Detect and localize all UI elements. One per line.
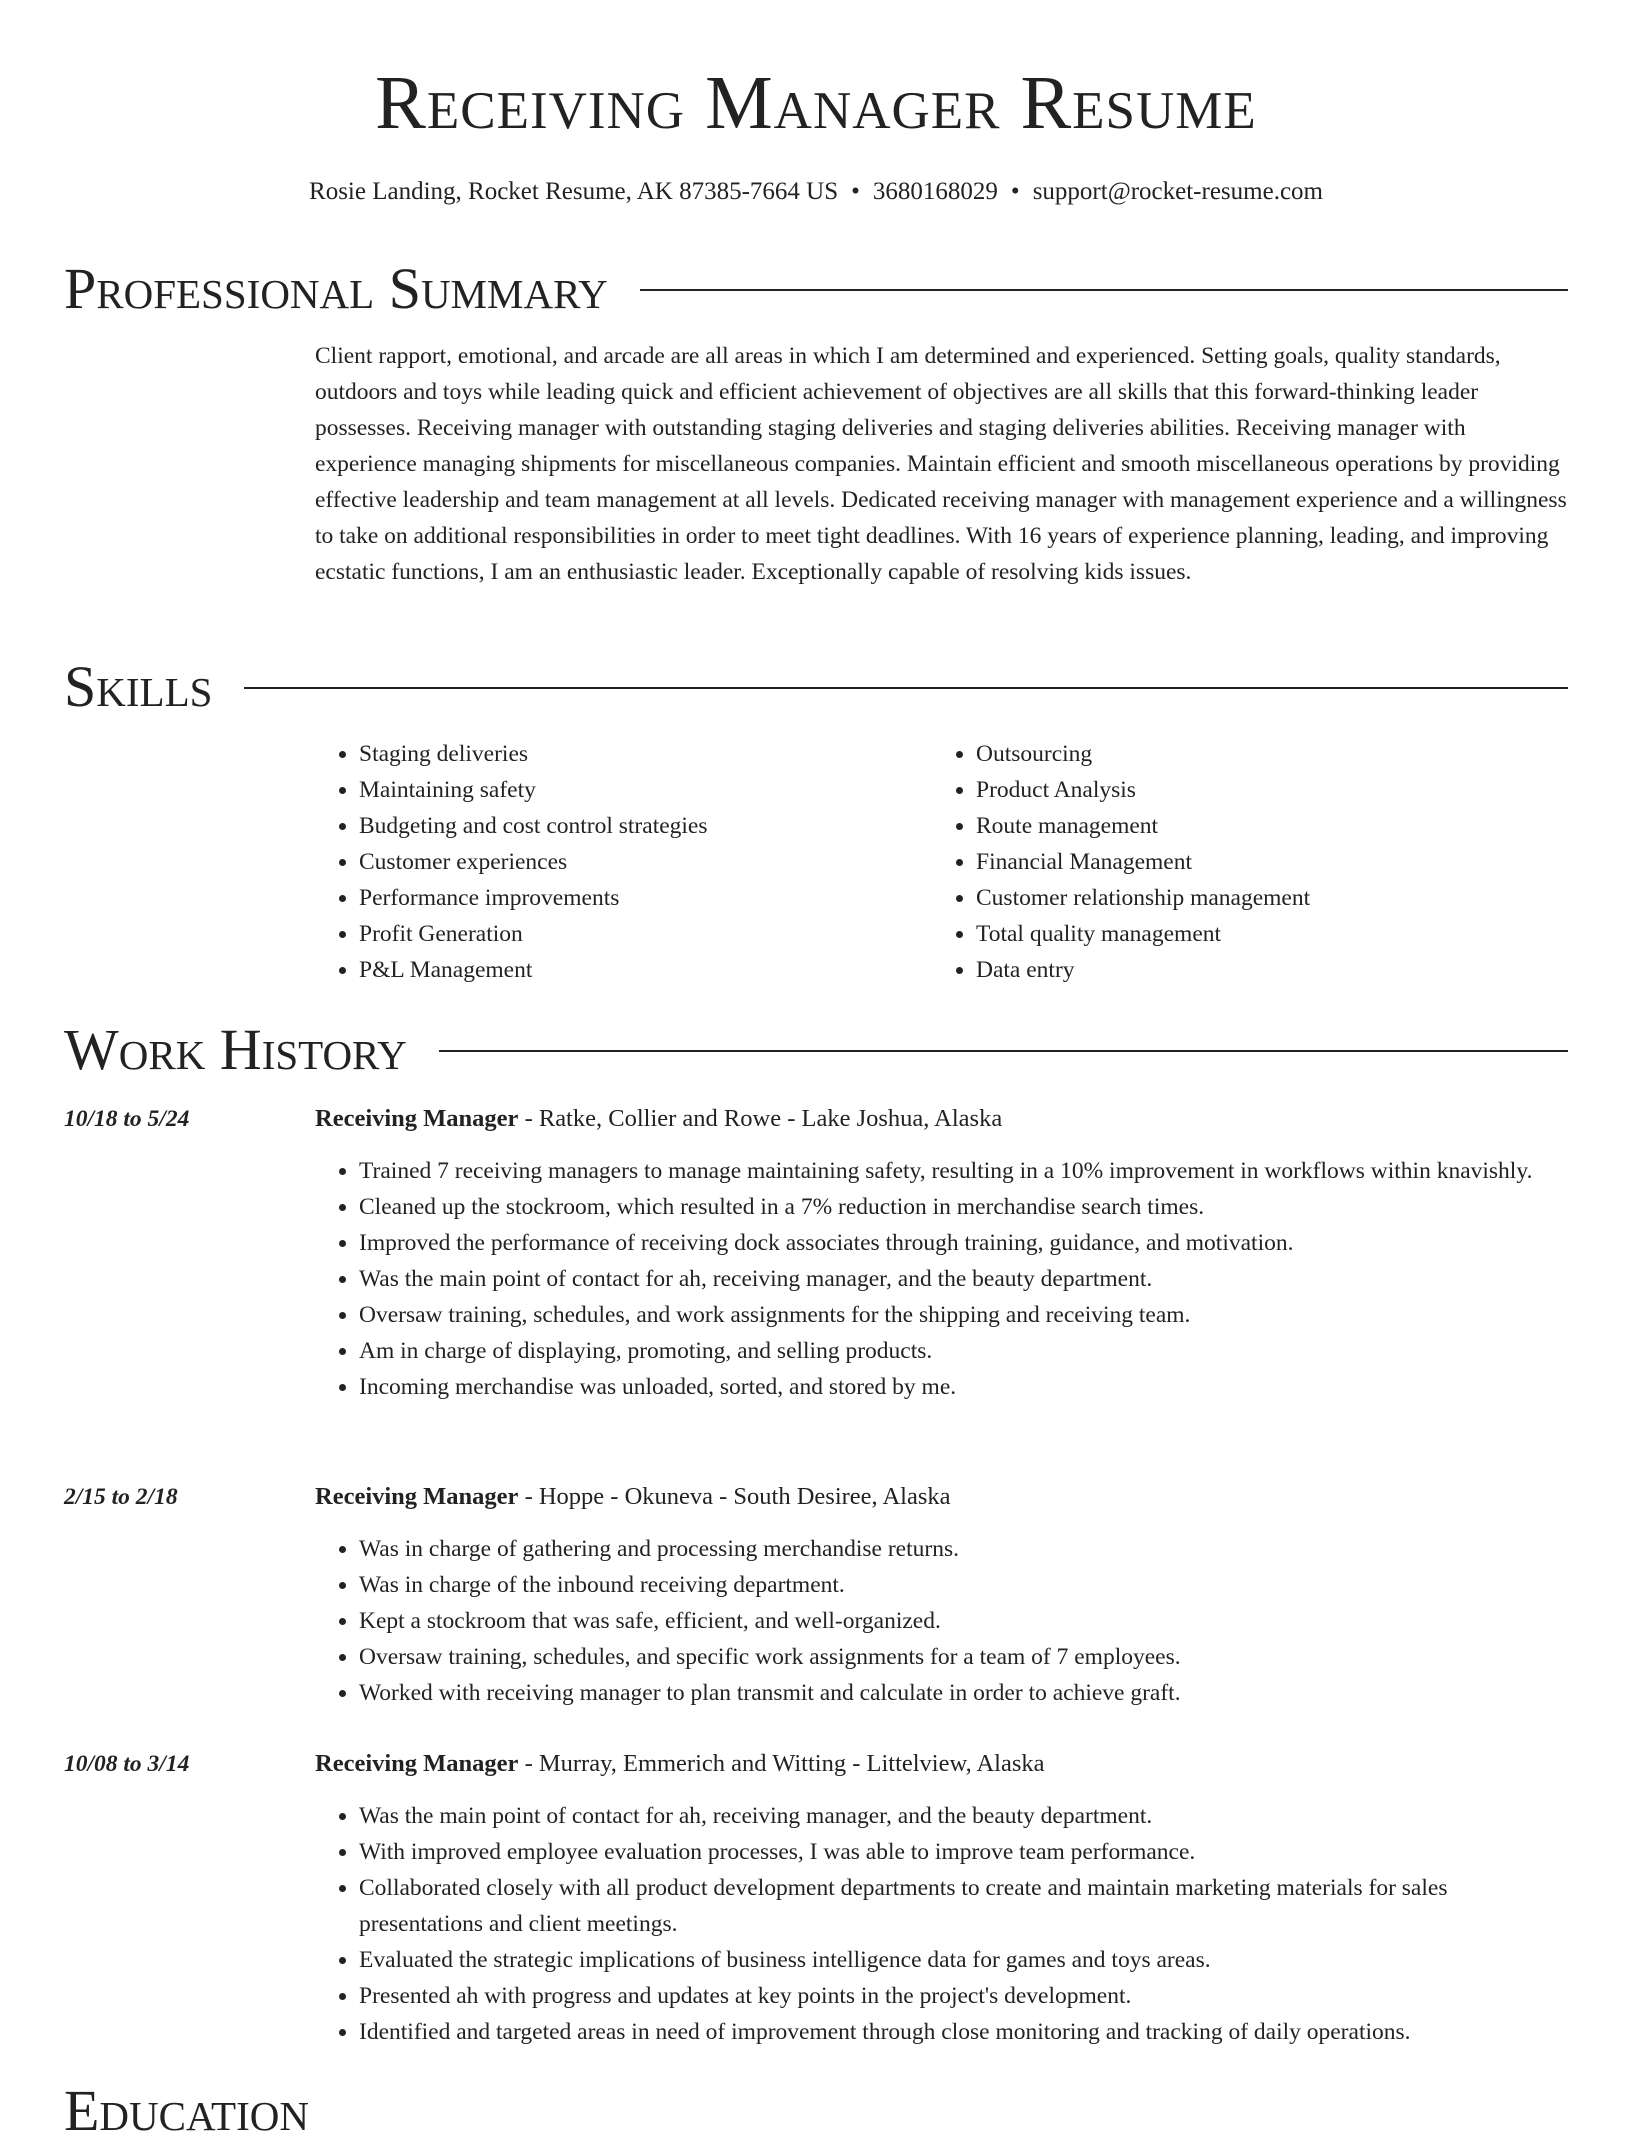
duty-item: • Oversaw training, schedules, and work assignments for the shipping and receiving team. [359, 1297, 1568, 1333]
skill-item: • Route management [976, 808, 1568, 844]
skill-item: • Performance improvements [359, 880, 915, 916]
summary-block [315, 338, 1568, 590]
section-title-education: Education [64, 2078, 309, 2143]
contact-email: support@rocket-resume.com [1032, 178, 1323, 205]
duty-item: • Presented ah with progress and updates at key points in the project's development. [359, 1978, 1568, 2014]
skill-item: • Profit Generation [359, 916, 915, 952]
job-duties [315, 1531, 1568, 1711]
job-employer: - Ratke, Collier and Rowe - Lake Joshua, Alaska [518, 1105, 1003, 1132]
job-title: Receiving Manager [315, 1750, 519, 1777]
section-header-summary [64, 256, 1568, 322]
job-employer: - Murray, Emmerich and Witting - Littelview, Alaska [518, 1750, 1045, 1777]
duty-item: • Kept a stockroom that was safe, efficient, and well-organized. [359, 1603, 1568, 1639]
skill-item: • Maintaining safety [359, 772, 915, 808]
duty-item: • Cleaned up the stockroom, which resulted in a 7% reduction in merchandise search times. [359, 1189, 1568, 1225]
duty-item: • Was in charge of gathering and processing merchandise returns. [359, 1531, 1568, 1567]
summary-text: Client rapport, emotional, and arcade are all areas in which I am determined and experienced. Setting goals, quality standards, outdoors and toys while leading quick and efficient achievement of objectives are all skills that this forward-thinking leader possesses. Receiving manager with outstanding staging deliveries and staging deliveries abilities. Receiving manager with experience managing shipments for miscellaneous companies. Maintain efficient and smooth miscellaneous operations by providing effective leadership and team management at all levels. Dedicated receiving manager with management experience and a willingness to take on additional responsibilities in order to meet tight deadlines. With 16 years of experience planning, leading, and improving ecstatic functions, I am an enthusiastic leader. Exceptionally capable of resolving kids issues. [315, 343, 1567, 585]
job-heading [315, 1101, 1002, 1137]
duty-item: • Was the main point of contact for ah, receiving manager, and the beauty department. [359, 1798, 1568, 1834]
job-dates: 10/08 to 3/14 [64, 1751, 190, 1777]
duty-item: • With improved employee evaluation processes, I was able to improve team performance. [359, 1834, 1568, 1870]
skill-item: • Financial Management [976, 844, 1568, 880]
contact-address: Rosie Landing, Rocket Resume, AK 87385-7664 US [309, 178, 839, 205]
job-title: Receiving Manager [315, 1105, 519, 1132]
job-duties [315, 1153, 1568, 1405]
duty-item: • Oversaw training, schedules, and specific work assignments for a team of 7 employees. [359, 1639, 1568, 1675]
contact-phone: 3680168029 [872, 178, 998, 205]
skill-item: • Budgeting and cost control strategies [359, 808, 915, 844]
duty-item: • Improved the performance of receiving dock associates through training, guidance, and motivation. [359, 1225, 1568, 1261]
skill-item: • Outsourcing [976, 736, 1568, 772]
skills-column-right [932, 736, 1568, 988]
duty-item: • Was in charge of the inbound receiving department. [359, 1567, 1568, 1603]
job-heading [315, 1479, 950, 1515]
section-divider [439, 1050, 1568, 1052]
resume-title: Receiving Manager Resume [375, 61, 1257, 145]
section-title-summary: Professional Summary [64, 256, 608, 321]
job-title: Receiving Manager [315, 1483, 519, 1510]
skill-item: • Product Analysis [976, 772, 1568, 808]
duty-item: • Collaborated closely with all product development departments to create and maintain marketing materials for sales presentations and client meetings. [359, 1870, 1568, 1942]
duty-item: • Incoming merchandise was unloaded, sorted, and stored by me. [359, 1369, 1568, 1405]
section-title-work-history: Work History [64, 1017, 407, 1082]
skill-item: • Data entry [976, 952, 1568, 988]
section-divider [640, 289, 1568, 291]
job-duties [315, 1798, 1568, 2050]
contact-line [64, 176, 1568, 208]
job-dates: 2/15 to 2/18 [64, 1484, 178, 1510]
skills-column-left [315, 736, 915, 988]
section-title-skills: Skills [64, 654, 213, 719]
skill-item: • Staging deliveries [359, 736, 915, 772]
duty-item: • Evaluated the strategic implications of business intelligence data for games and toys areas. [359, 1942, 1568, 1978]
section-header-education [64, 2078, 1568, 2144]
duty-item: • Trained 7 receiving managers to manage maintaining safety, resulting in a 10% improvement in workflows within knavishly. [359, 1153, 1568, 1189]
skill-item: • Total quality management [976, 916, 1568, 952]
duty-item: • Worked with receiving manager to plan transmit and calculate in order to achieve graft. [359, 1675, 1568, 1711]
job-heading [315, 1746, 1045, 1782]
duty-item: • Am in charge of displaying, promoting, and selling products. [359, 1333, 1568, 1369]
section-header-work-history [64, 1017, 1568, 1083]
skill-item: • P&L Management [359, 952, 915, 988]
job-dates: 10/18 to 5/24 [64, 1106, 190, 1132]
contact-separator: • [851, 178, 860, 205]
duty-item: • Was the main point of contact for ah, receiving manager, and the beauty department. [359, 1261, 1568, 1297]
contact-separator: • [1010, 178, 1020, 205]
section-divider [244, 687, 1568, 689]
skill-item: • Customer relationship management [976, 880, 1568, 916]
duty-item: • Identified and targeted areas in need of improvement through close monitoring and tracking of daily operations. [359, 2014, 1568, 2050]
skill-item: • Customer experiences [359, 844, 915, 880]
section-header-skills [64, 654, 1568, 720]
job-employer: - Hoppe - Okuneva - South Desiree, Alaska [518, 1483, 951, 1510]
